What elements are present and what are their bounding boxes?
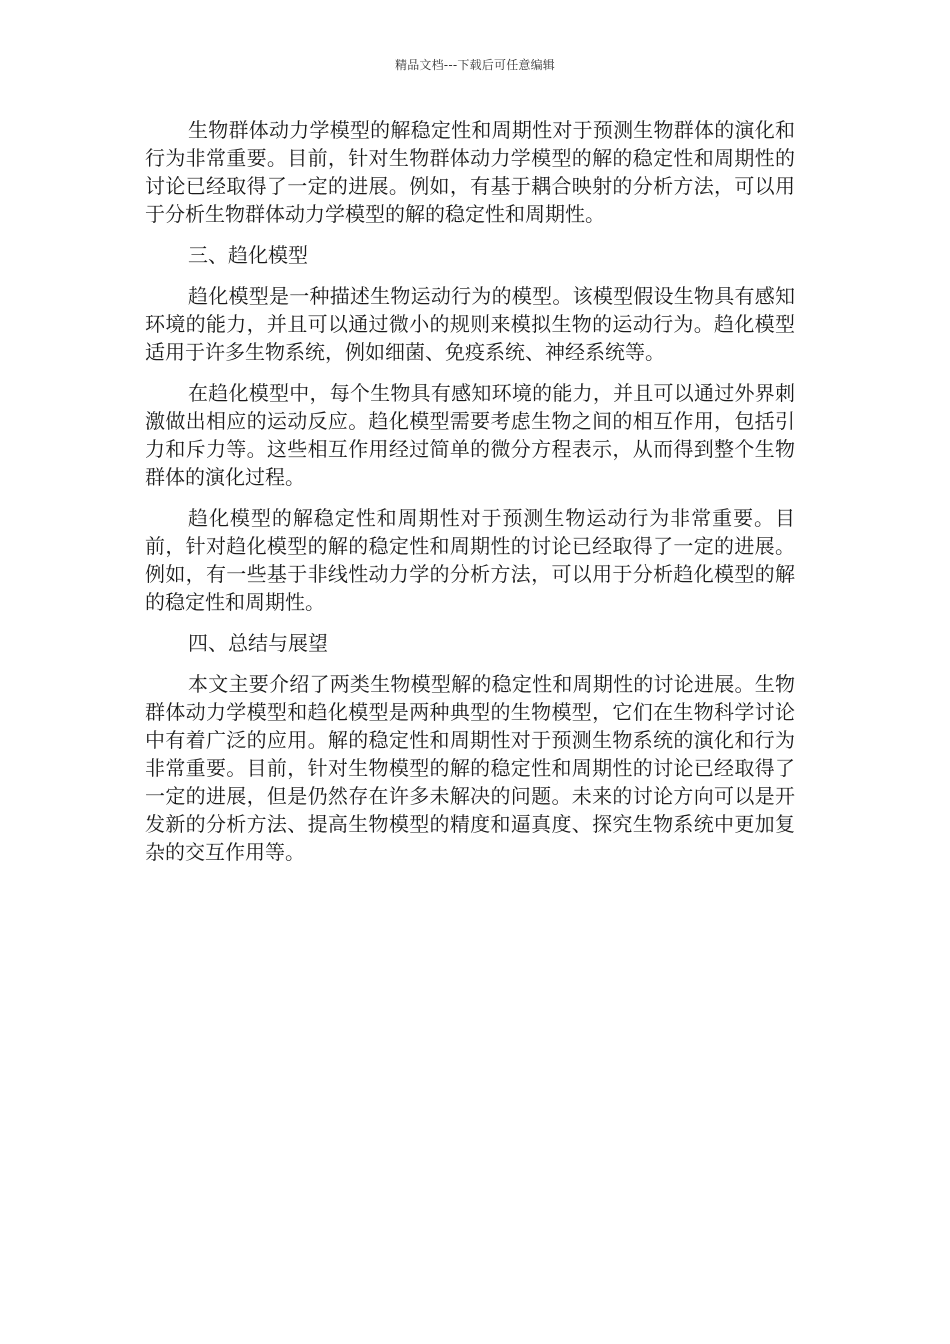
section-heading-summary-outlook: 四、总结与展望 xyxy=(188,631,328,655)
paragraph-population-dynamics-stability: 生物群体动力学模型的解稳定性和周期性对于预测生物群体的演化和行为非常重要。目前，针对生物群体动力学模型的解的稳定性和周期性的讨论已经取得了一定的进展。例如，有基于耦合映射的分析方法，可以用于分析生物群体动力学模型的解的稳定性和周期性。 xyxy=(145,118,795,226)
page-header: 精品文档---下载后可任意编辑 xyxy=(395,58,555,72)
paragraph-summary: 本文主要介绍了两类生物模型解的稳定性和周期性的讨论进展。生物群体动力学模型和趋化模型是两种典型的生物模型，它们在生物科学讨论中有着广泛的应用。解的稳定性和周期性对于预测生物系统的演化和行为非常重要。目前，针对生物模型的解的稳定性和周期性的讨论已经取得了一定的进展，但是仍然存在许多未解决的问题。未来的讨论方向可以是开发新的分析方法、提高生物模型的精度和逼真度、探究生物系统中更加复杂的交互作用等。 xyxy=(145,672,795,864)
paragraph-chemotaxis-interaction: 在趋化模型中，每个生物具有感知环境的能力，并且可以通过外界刺激做出相应的运动反应。趋化模型需要考虑生物之间的相互作用，包括引力和斥力等。这些相互作用经过简单的微分方程表示，从而得到整个生物群体的演化过程。 xyxy=(145,381,795,489)
paragraph-chemotaxis-intro: 趋化模型是一种描述生物运动行为的模型。该模型假设生物具有感知环境的能力，并且可以通过微小的规则来模拟生物的运动行为。趋化模型适用于许多生物系统，例如细菌、免疫系统、神经系统等。 xyxy=(145,284,795,364)
document-body xyxy=(145,116,795,879)
paragraph-chemotaxis-stability: 趋化模型的解稳定性和周期性对于预测生物运动行为非常重要。目前，针对趋化模型的解的稳定性和周期性的讨论已经取得了一定的进展。例如，有一些基于非线性动力学的分析方法，可以用于分析趋化模型的解的稳定性和周期性。 xyxy=(145,506,795,614)
section-heading-chemotaxis-model: 三、趋化模型 xyxy=(188,243,308,267)
